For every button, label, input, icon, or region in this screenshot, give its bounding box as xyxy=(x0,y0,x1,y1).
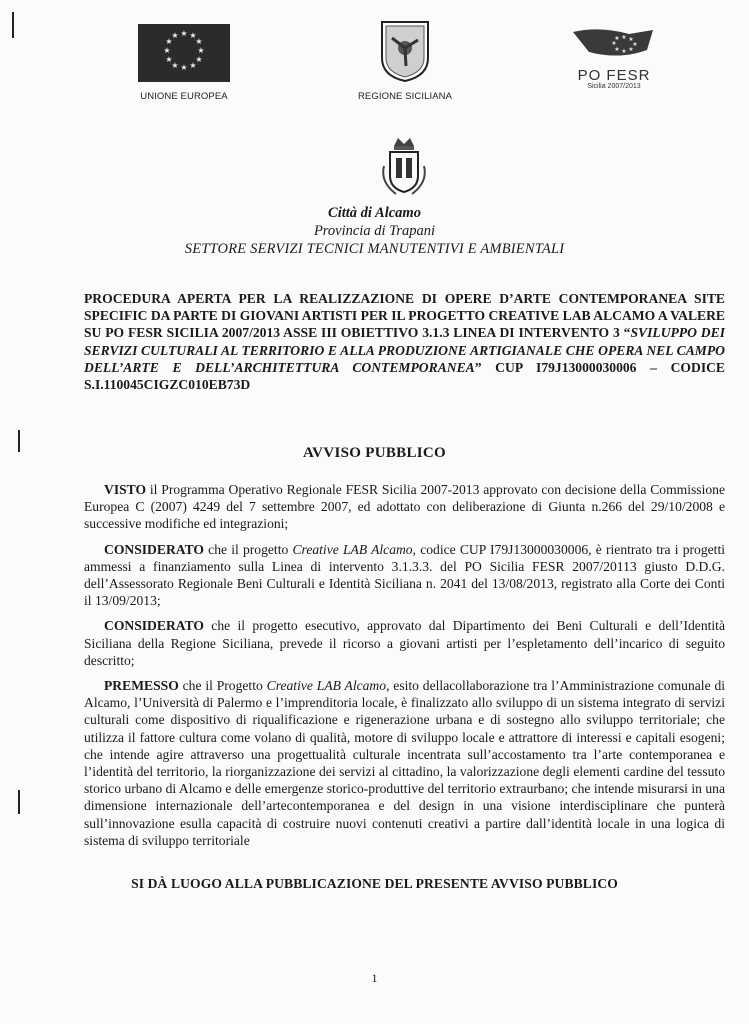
svg-text:★: ★ xyxy=(180,63,188,72)
eu-caption: UNIONE EUROPEA xyxy=(140,91,228,102)
svg-text:★: ★ xyxy=(614,46,620,53)
city-name: Città di Alcamo xyxy=(328,205,421,221)
svg-text:★: ★ xyxy=(189,31,197,40)
visto-lead: VISTO xyxy=(104,482,147,497)
visto-paragraph xyxy=(84,481,725,533)
svg-text:★: ★ xyxy=(621,34,627,41)
trinacria-shield-icon xyxy=(378,18,432,84)
document-body xyxy=(84,481,725,857)
procedure-title-part2: ” CUP I79J13000030006 – CODICE S.I.110045CIGZC010EB73D xyxy=(84,359,725,393)
region-caption: REGIONE SICILIANA xyxy=(357,91,453,102)
svg-text:★: ★ xyxy=(165,55,173,64)
svg-text:★: ★ xyxy=(621,48,627,55)
svg-text:★: ★ xyxy=(611,40,617,47)
pofesr-logo xyxy=(560,24,668,90)
svg-text:★: ★ xyxy=(614,35,620,42)
scan-margin-mark-bottom xyxy=(18,790,20,814)
svg-text:★: ★ xyxy=(189,61,197,70)
procedure-title-part1: PROCEDURA APERTA PER LA REALIZZAZIONE DI OPERE D’ARTE CONTEMPORANEA SITE SPECIFIC DA PARTE DI GIOVANI ARTISTI PER IL PROGETTO CREATIVE LAB ALCAMO A VALERE SU PO FESR SICILIA 2007/2013 ASSE III OBIETTIVO 3.1.3 LINEA DI INTERVENTO 3 “ xyxy=(84,291,725,341)
pofesr-name: PO FESR xyxy=(577,67,651,84)
svg-text:★: ★ xyxy=(632,41,638,48)
svg-text:★: ★ xyxy=(171,61,179,70)
considerato2-paragraph xyxy=(84,617,725,669)
premesso-lead: PREMESSO xyxy=(104,678,179,694)
eu-logo xyxy=(134,22,234,102)
considerato1-paragraph xyxy=(84,541,725,610)
alcamo-crest-icon xyxy=(378,136,430,198)
notice-title: AVVISO PUBBLICO xyxy=(302,445,446,461)
pofesr-emblem-icon xyxy=(569,24,659,64)
page-number: 1 xyxy=(371,971,378,985)
considerato2-text: che il progetto esecutivo, approvato dal Dipartimento dei Beni Culturali e dell’Identità Siciliana della Regione Siciliana, prevede il ricorso a giovani artisti per l’espletamento dell’incarico di seguito descritto; xyxy=(84,618,725,668)
closing-statement: SI DÀ LUOGO ALLA PUBBLICAZIONE DEL PRESENTE AVVISO PUBBLICO xyxy=(131,876,618,891)
svg-text:★: ★ xyxy=(628,36,634,43)
considerato1-lead: CONSIDERATO xyxy=(104,541,204,557)
svg-text:★: ★ xyxy=(171,31,179,40)
document-header xyxy=(0,204,749,259)
procedure-title xyxy=(84,290,725,393)
considerato1-pre: che il progetto xyxy=(203,541,293,557)
considerato2-lead: CONSIDERATO xyxy=(104,618,204,634)
region-logo xyxy=(350,18,460,102)
premesso-pre: che il Progetto xyxy=(178,678,267,694)
svg-text:★: ★ xyxy=(195,37,203,46)
svg-text:★: ★ xyxy=(165,37,173,46)
visto-text: il Programma Operativo Regionale FESR Sicilia 2007-2013 approvato con decisione della Commissione Europea C (2007) 4249 del 7 settembre 2007, ed adottato con deliberazione di Giunta n.266 del 29/10/2008 e successive modifiche ed integrazioni; xyxy=(84,482,725,532)
premesso-post: , esito dellacollaborazione tra l’Amministrazione comunale di Alcamo, l’Università di Palermo e l’imprenditoria locale, è finalizzato allo sviluppo di un sistema integrato di servizi culturali come dispositivo di riqualificazione e rigenerazione urbana e di sostegno allo sviluppo territoriale; che utilizza il fattore cultura come volano di qualità, motore di sviluppo locale e attrattore di interessi e capitali esogeni; che intende agire attraverso una progettualità culturale incentrata sull’accostamento tra l’arte contemporanea e l’identità del territorio, la riorganizzazione dei servizi al cittadino, la valorizzazione degli elementi cardine del tessuto storico urbano di Alcamo e delle emergenze storico-produttive del territorio extraurbano; che intende misurarsi in una dimensione internazionale dell’artecontemporanea e del design in una visione interdisciplinare che punterà sull’innovazione esulla capacità di costruire nuovi contenuti creativi a partire dall’identità locale in una logica di sistema di sviluppo territoriale xyxy=(84,678,726,848)
eu-flag-icon xyxy=(136,22,232,84)
premesso-project: Creative LAB Alcamo xyxy=(266,678,387,694)
considerato1-project: Creative LAB Alcamo xyxy=(292,541,413,557)
pofesr-caption: Sicilia 2007/2013 xyxy=(587,83,641,90)
procedure-title-italic: SVILUPPO DEI SERVIZI CULTURALI AL TERRITORIO E ALLA PRODUZIONE ARTIGIANALE CHE OPERA NEL CAMPO DELL’ARTE E DELL’ARCHITETTURA CONTEMPORANEA xyxy=(84,325,725,375)
logo-row xyxy=(0,18,749,108)
considerato1-post: , codice CUP I79J13000030006, è rientrato tra i progetti ammessi a finanziamento sulla Linea di intervento 3.1.3.3. del PO Sicilia FESR 2007/20113 giusto D.D.G. dell’Assessorato Regionale Beni Culturali e Identità Siciliana n. 2041 del 13/08/2013, registrato alla Corte dei Conti il 13/09/2013; xyxy=(84,541,726,609)
province-name: Provincia di Trapani xyxy=(313,223,436,239)
svg-text:★: ★ xyxy=(163,46,171,55)
sector-name: SETTORE SERVIZI TECNICI MANUTENTIVI E AMBIENTALI xyxy=(184,241,565,257)
svg-text:★: ★ xyxy=(180,29,188,38)
svg-text:★: ★ xyxy=(628,46,634,53)
premesso-paragraph xyxy=(84,677,725,849)
svg-text:★: ★ xyxy=(195,55,203,64)
svg-text:★: ★ xyxy=(197,46,205,55)
